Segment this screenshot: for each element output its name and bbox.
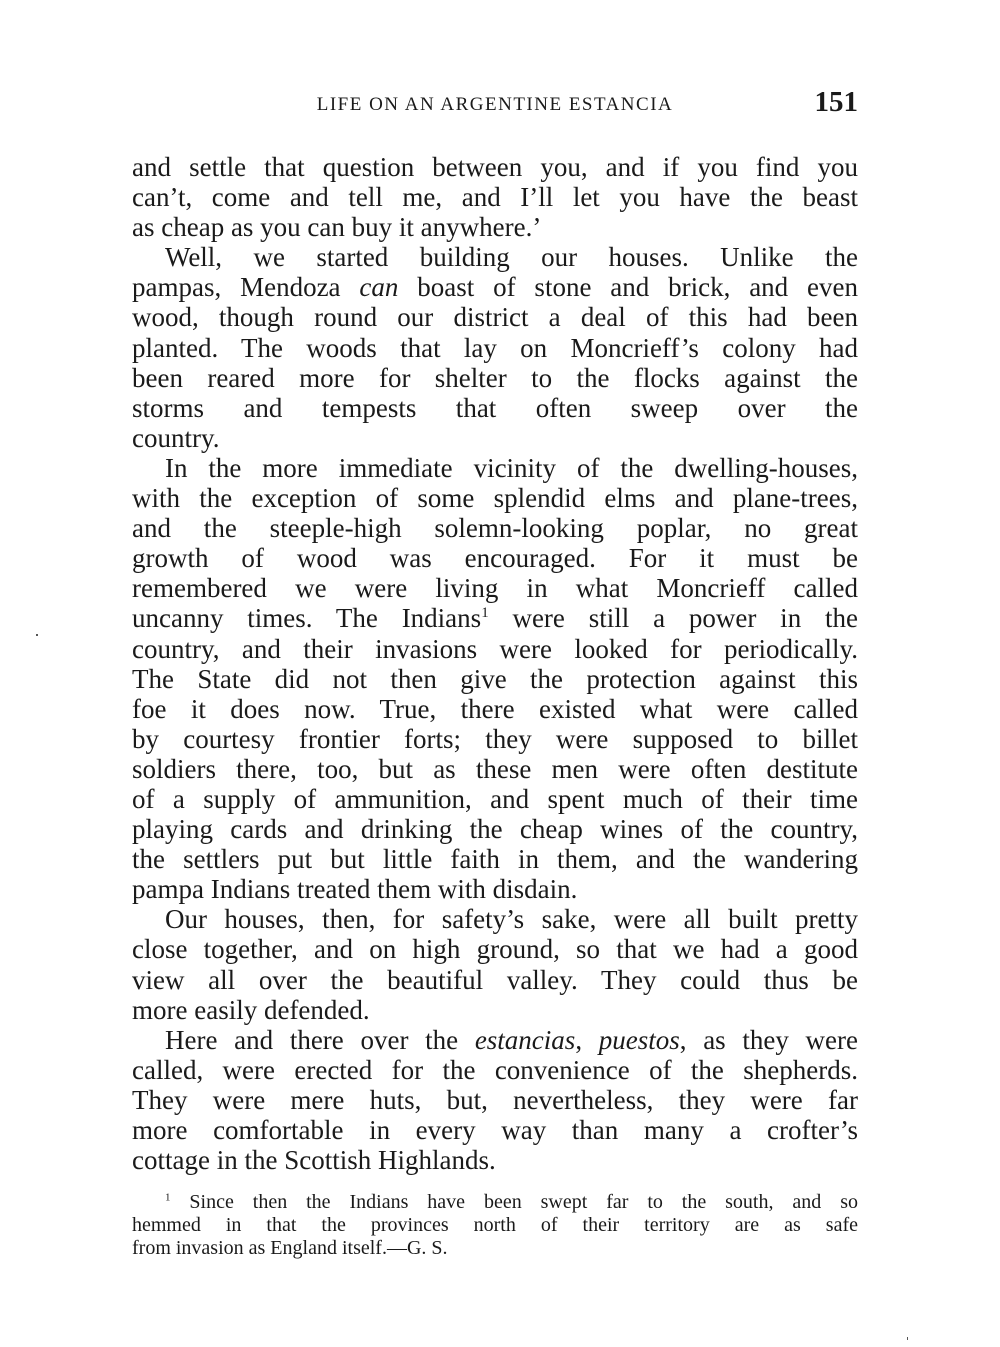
footnote-line: $^1$ Since then the Indians have been swept far to the south, and so: [165, 1191, 858, 1213]
text-line: pampa Indians treated them with disdain.: [132, 874, 578, 905]
body-text: [132, 152, 858, 1175]
text-line: foe it does now. True, there existed what were called: [132, 693, 858, 724]
text-line: more comfortable in every way than many a crofter’s: [132, 1115, 858, 1145]
text-line: storms and tempests that often sweep over the: [132, 392, 858, 423]
text-line: Our houses, then, for safety’s sake, were all built pretty: [165, 904, 858, 935]
text-line: and settle that question between you, and if you find you: [132, 152, 858, 182]
text-line: by courtesy frontier forts; they were supposed to billet: [132, 723, 858, 754]
text-line: soldiers there, too, but as these men were often destitute: [132, 753, 858, 784]
text-line: with the exception of some splendid elms and plane-trees,: [132, 483, 858, 514]
footnote-line: hemmed in that the provinces north of their territory are as safe: [132, 1214, 858, 1236]
text-line: can’t, come and tell me, and I’ll let you have the beast: [132, 182, 858, 213]
text-line: uncanny times. The Indians$^1$ were still a power in the: [132, 603, 859, 634]
text-line: Here and there over the estancias, puestos, as they were: [165, 1024, 858, 1055]
text-line: In the more immediate vicinity of the dwelling-houses,: [165, 452, 858, 483]
text-line: Well, we started building our houses. Unlike the: [165, 242, 858, 273]
text-line: view all over the beautiful valley. They could thus be: [132, 964, 858, 995]
text-line: growth of wood was encouraged. For it must be: [132, 543, 858, 574]
footnote-line: from invasion as England itself.—G. S.: [132, 1237, 448, 1259]
text-line: They were mere huts, but, nevertheless, they were far: [132, 1084, 858, 1115]
text-line: the settlers put but little faith in them, and the wandering: [132, 844, 858, 875]
print-speck: [36, 634, 38, 636]
page-number: 151: [814, 86, 858, 118]
text-line: playing cards and drinking the cheap wines of the country,: [132, 814, 858, 845]
text-line: wood, though round our district a deal of this had been: [132, 302, 858, 333]
text-line: more easily defended.: [132, 994, 370, 1025]
text-line: remembered we were living in what Moncrieff called: [132, 573, 858, 604]
print-speck: [907, 1337, 908, 1340]
running-head: [132, 86, 858, 126]
text-line: cottage in the Scottish Highlands.: [132, 1145, 496, 1176]
text-line: The State did not then give the protection against this: [132, 663, 858, 694]
text-line: close together, and on high ground, so that we had a good: [132, 934, 858, 965]
text-line: country, and their invasions were looked for periodically.: [132, 633, 858, 664]
text-line: planted. The woods that lay on Moncrieff’s colony had: [132, 332, 858, 363]
text-line: pampas, Mendoza can boast of stone and brick, and even: [132, 272, 859, 303]
running-title: LIFE ON AN ARGENTINE ESTANCIA: [316, 94, 674, 115]
text-line: called, were erected for the convenience of the shepherds.: [132, 1054, 858, 1085]
text-line: as cheap as you can buy it anywhere.’: [132, 212, 542, 243]
footnote: [132, 1191, 858, 1260]
text-line: country.: [132, 422, 220, 453]
text-line: been reared more for shelter to the flocks against the: [132, 362, 858, 393]
text-line: of a supply of ammunition, and spent much of their time: [132, 783, 858, 814]
text-line: and the steeple-high solemn-looking poplar, no great: [132, 513, 858, 544]
